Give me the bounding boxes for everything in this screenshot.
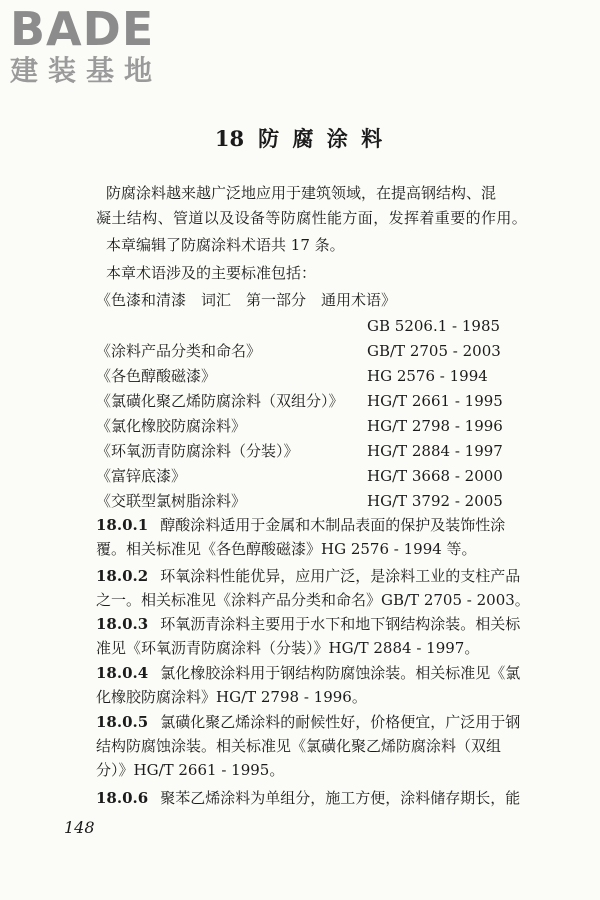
bade-logo bbox=[10, 2, 180, 88]
clause-number: 18.0.1 bbox=[96, 516, 149, 534]
standard-name: 《涂料产品分类和命名》 bbox=[96, 342, 262, 360]
intro-line: 凝土结构、管道以及设备等防腐性能方面，发挥着重要的作用。 bbox=[96, 209, 528, 227]
clause-text: 醇酸涂料适用于金属和木制品表面的保护及装饰性涂 bbox=[160, 516, 506, 534]
clause-number: 18.0.4 bbox=[96, 664, 149, 682]
clause-18-0-2 bbox=[96, 564, 536, 612]
standard-name: 《各色醇酸磁漆》 bbox=[96, 367, 217, 385]
clause-18-0-3 bbox=[96, 612, 536, 660]
intro-line: 防腐涂料越来越广泛地应用于建筑领域，在提高钢结构、混 bbox=[106, 184, 497, 202]
intro-line: 本章术语涉及的主要标准包括： bbox=[106, 264, 317, 282]
clause-number: 18.0.6 bbox=[96, 789, 149, 807]
standard-name: 《富锌底漆》 bbox=[96, 467, 187, 485]
clause-text: 氯磺化聚乙烯涂料的耐候性好，价格便宜，广泛用于钢 bbox=[160, 713, 521, 731]
clause-text: 环氧沥青涂料主要用于水下和地下钢结构涂装。相关标 bbox=[160, 615, 521, 633]
clause-text: 覆。相关标准见《各色醇酸磁漆》HG 2576 - 1994 等。 bbox=[96, 540, 477, 558]
logo-subtitle: 建装基地 bbox=[10, 54, 163, 87]
standard-code: GB 5206.1 - 1985 bbox=[367, 317, 501, 335]
clause-18-0-1 bbox=[96, 513, 536, 561]
standard-code: HG/T 2661 - 1995 bbox=[367, 392, 503, 410]
standard-code: GB/T 2705 - 2003 bbox=[367, 342, 501, 360]
clause-text: 结构防腐蚀涂装。相关标准见《氯磺化聚乙烯防腐涂料（双组 bbox=[96, 737, 502, 755]
clause-18-0-6 bbox=[96, 786, 536, 810]
standard-name: 《环氧沥青防腐涂料（分装）》 bbox=[96, 442, 299, 460]
logo-wordmark: BADE bbox=[10, 2, 155, 56]
standard-code: HG/T 3668 - 2000 bbox=[367, 467, 503, 485]
standard-name: 《色漆和清漆 词汇 第一部分 通用术语》 bbox=[96, 291, 397, 309]
standard-name: 《交联型氯树脂涂料》 bbox=[96, 492, 247, 510]
clause-number: 18.0.2 bbox=[96, 567, 149, 585]
chapter-title bbox=[0, 123, 600, 153]
standard-name: 《氯化橡胶防腐涂料》 bbox=[96, 417, 247, 435]
chapter-number: 18 bbox=[214, 126, 245, 151]
standard-code: HG/T 3792 - 2005 bbox=[367, 492, 503, 510]
clause-18-0-5 bbox=[96, 710, 536, 782]
standard-code: HG 2576 - 1994 bbox=[367, 367, 488, 385]
clause-text: 分）》HG/T 2661 - 1995。 bbox=[96, 761, 285, 779]
clause-text: 化橡胶防腐涂料》HG/T 2798 - 1996。 bbox=[96, 688, 367, 706]
standard-name: 《氯磺化聚乙烯防腐涂料（双组分）》 bbox=[96, 392, 344, 410]
clause-18-0-4 bbox=[96, 661, 536, 709]
page-number: 148 bbox=[64, 818, 95, 837]
clause-text: 准见《环氧沥青防腐涂料（分装）》HG/T 2884 - 1997。 bbox=[96, 639, 480, 657]
clause-text: 之一。相关标准见《涂料产品分类和命名》GB/T 2705 - 2003。 bbox=[96, 591, 530, 609]
intro-line: 本章编辑了防腐涂料术语共 17 条。 bbox=[106, 236, 345, 254]
clause-number: 18.0.3 bbox=[96, 615, 149, 633]
chapter-title-text: 防 腐 涂 料 bbox=[258, 126, 386, 151]
clause-text: 氯化橡胶涂料用于钢结构防腐蚀涂装。相关标准见《氯 bbox=[160, 664, 521, 682]
clause-text: 聚苯乙烯涂料为单组分，施工方便，涂料储存期长，能 bbox=[160, 789, 521, 807]
clause-text: 环氧涂料性能优异，应用广泛，是涂料工业的支柱产品 bbox=[160, 567, 521, 585]
clause-number: 18.0.5 bbox=[96, 713, 149, 731]
standard-code: HG/T 2798 - 1996 bbox=[367, 417, 503, 435]
standard-code: HG/T 2884 - 1997 bbox=[367, 442, 503, 460]
